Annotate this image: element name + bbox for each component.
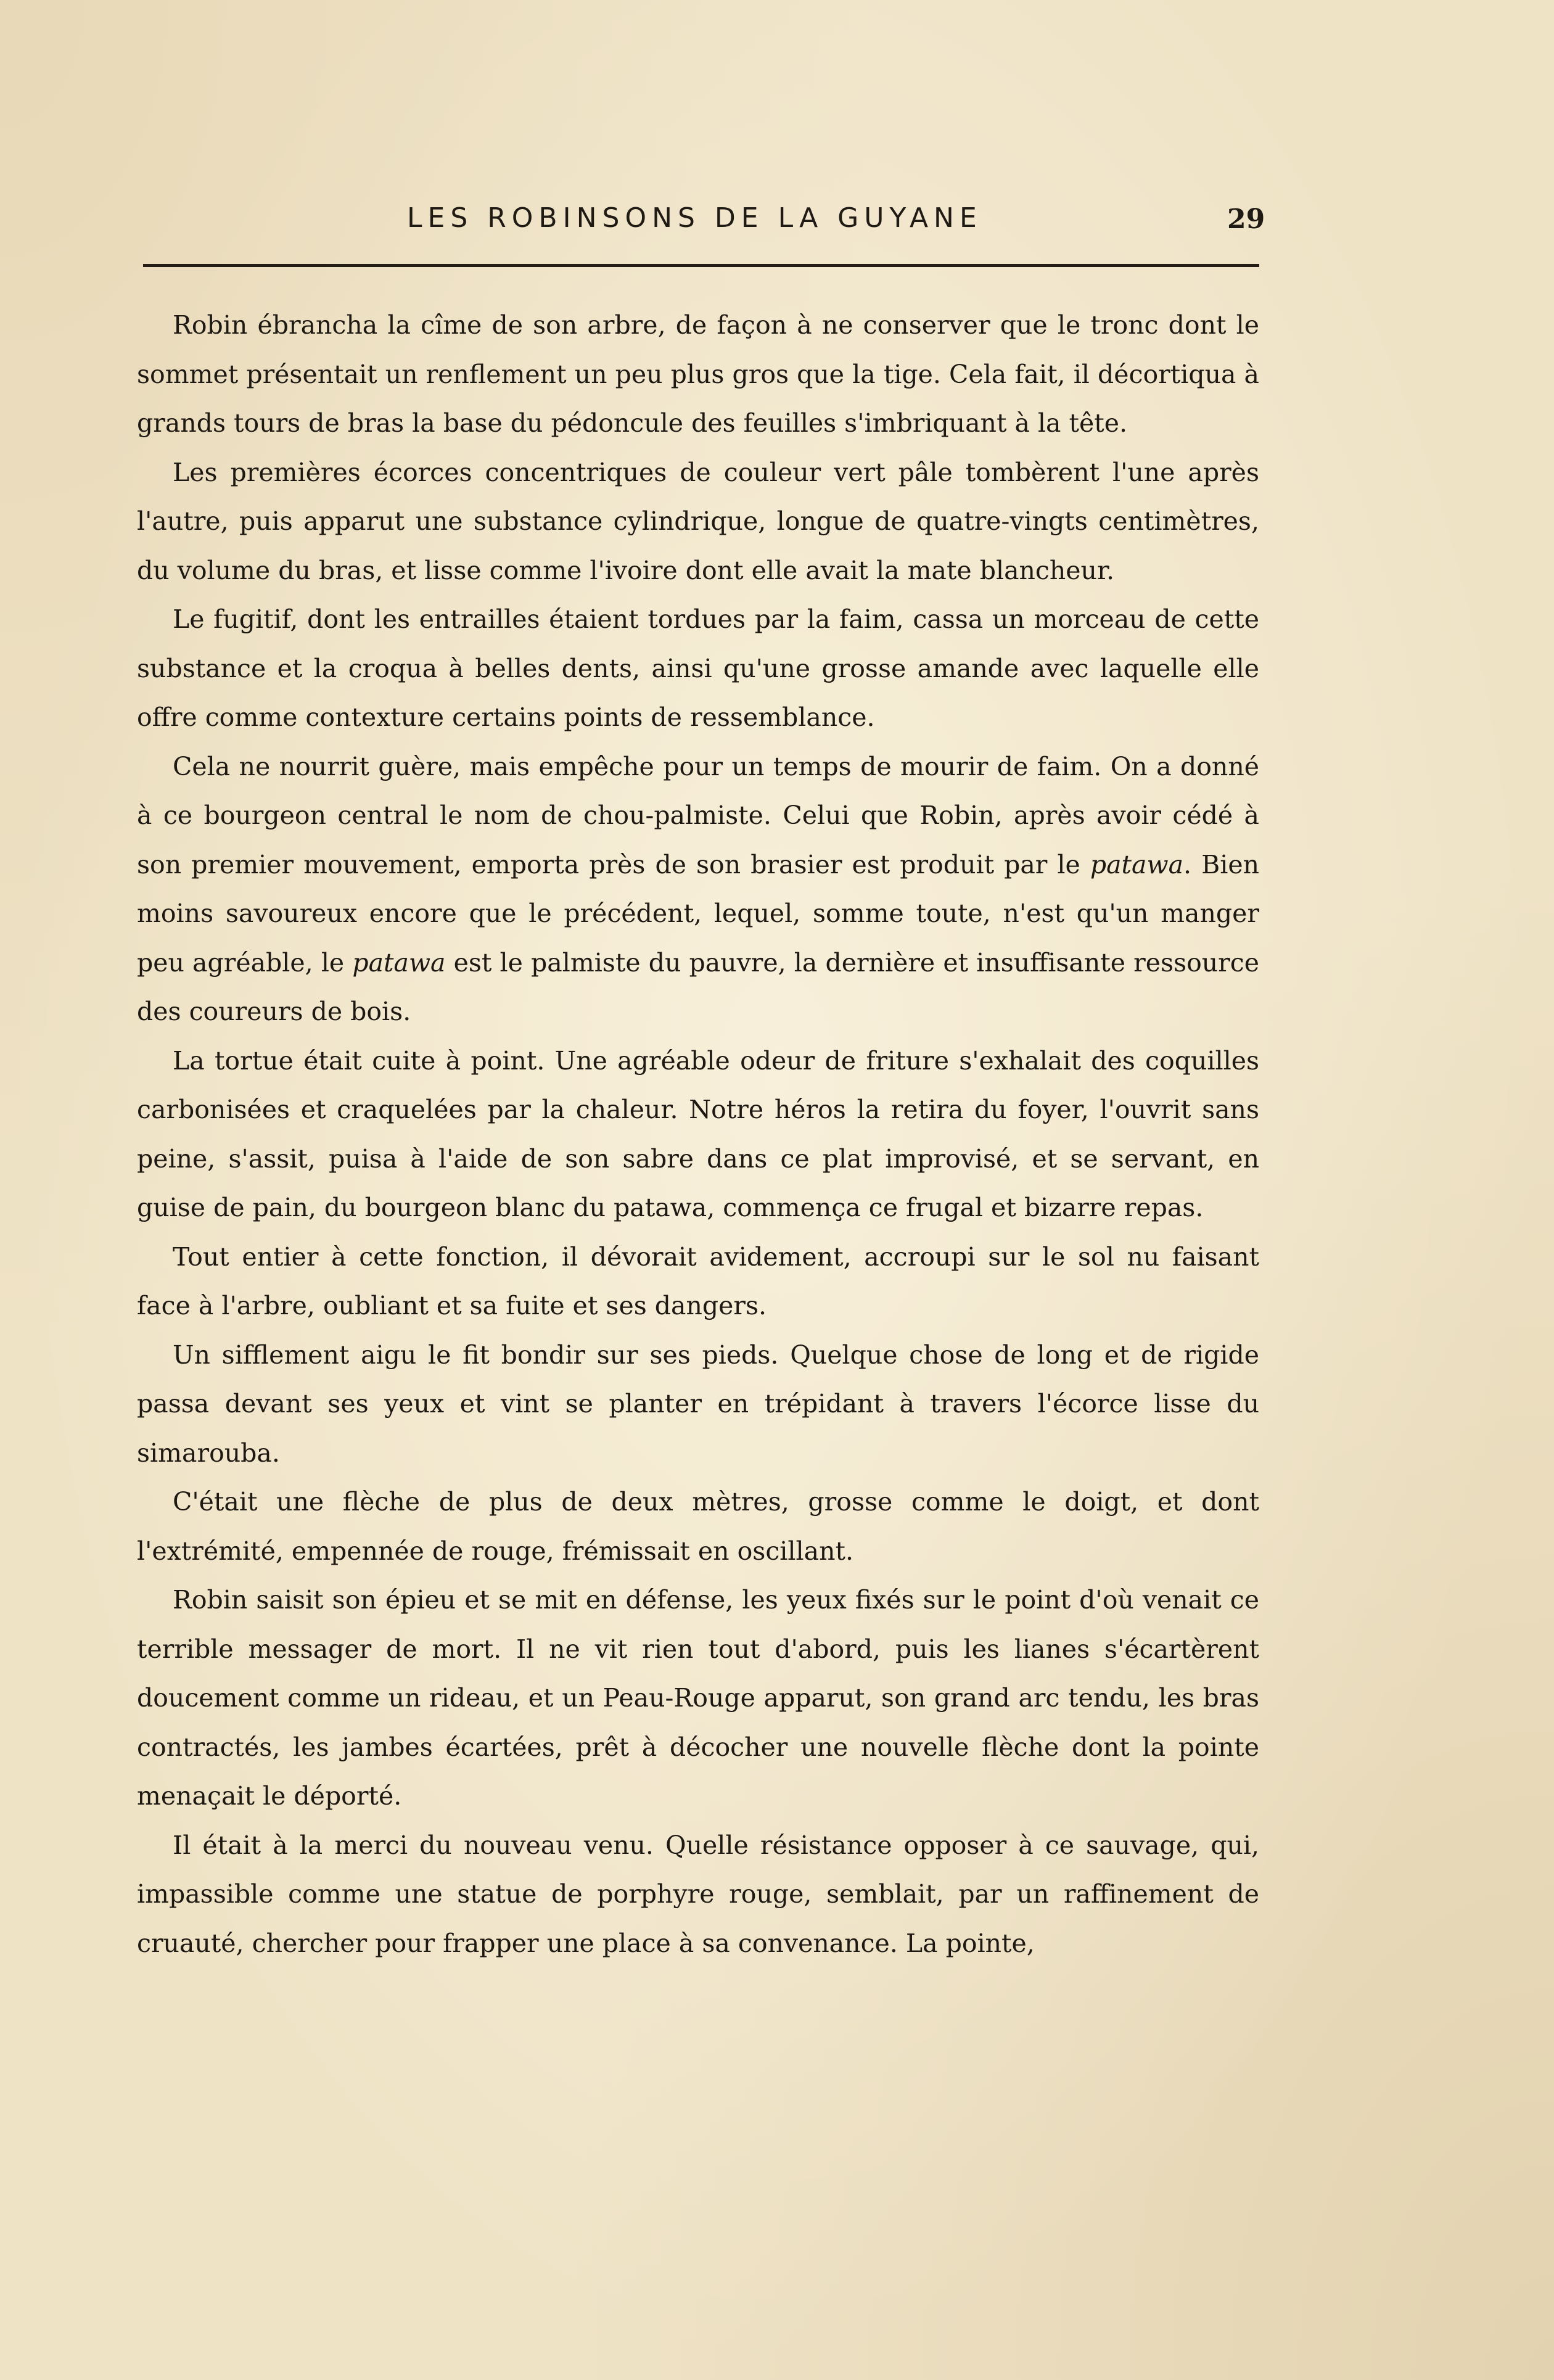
paragraph-text: Le fugitif, dont les entrailles étaient tordues par la faim, cassa un morceau de cette substance et la croqua à belles dents, ainsi qu'une grosse amande avec laquelle elle offre comme contexture certains points de ressemblance. <box>137 604 1259 732</box>
paragraph-text: Robin ébrancha la cîme de son arbre, de façon à ne conserver que le tronc dont le sommet présentait un renflement un peu plus gros que la tige. Cela fait, il décortiqua à grands tours de bras la base du pédoncule des feuilles s'imbriquant à la tête. <box>137 310 1259 438</box>
paragraph-text: C'était une flèche de plus de deux mètres, grosse comme le doigt, et dont l'extrémité, empennée de rouge, frémissait en oscillant. <box>137 1487 1259 1566</box>
paragraph-text: Robin saisit son épieu et se mit en défense, les yeux fixés sur le point d'où venait ce terrible messager de mort. Il ne vit rien tout d'abord, puis les lianes s'écartèrent doucement comme un rideau, et un Peau-Rouge apparut, son grand arc tendu, les bras contractés, les jambes écartées, prêt à décocher une nouvelle flèche dont la pointe menaçait le déporté. <box>137 1585 1259 1811</box>
paragraph <box>137 743 1259 1037</box>
paragraph-text: Il était à la merci du nouveau venu. Quelle résistance opposer à ce sauvage, qui, impassible comme une statue de porphyre rouge, semblait, par un raffinement de cruauté, chercher pour frapper une place à sa convenance. La pointe, <box>137 1830 1259 1958</box>
italic-term: patawa <box>352 947 446 978</box>
paragraph <box>137 595 1259 743</box>
paragraph <box>137 1478 1259 1576</box>
paragraph <box>137 1331 1259 1478</box>
paragraph-text: La tortue était cuite à point. Une agréable odeur de friture s'exhalait des coquilles carbonisées et craquelées par la chaleur. Notre héros la retira du foyer, l'ouvrit sans peine, s'assit, puisa à l'aide de son sabre dans ce plat improvisé, et se servant, en guise de pain, du bourgeon blanc du patawa, commença ce frugal et bizarre repas. <box>137 1045 1259 1222</box>
paragraph-text: Tout entier à cette fonction, il dévorait avidement, accroupi sur le sol nu faisant face à l'arbre, oubliant et sa fuite et ses dangers. <box>137 1241 1259 1320</box>
paragraph-text: est le palmiste du pauvre, la dernière et insuffisante ressource des coureurs de bois. <box>137 947 1260 1026</box>
page-number: 29 <box>1227 204 1265 235</box>
header-rule <box>143 264 1259 267</box>
paragraph <box>137 1821 1259 1969</box>
paragraph-text: Un sifflement aigu le fit bondir sur ses pieds. Quelque chose de long et de rigide passa devant ses yeux et vint se planter en trépidant à travers l'écorce lisse du simarouba. <box>137 1340 1259 1468</box>
paragraph <box>137 1576 1259 1821</box>
body-text <box>137 301 1259 1968</box>
paragraph <box>137 301 1259 448</box>
paragraph <box>137 448 1259 596</box>
italic-term: patawa <box>1090 849 1184 879</box>
running-title: LES ROBINSONS DE LA GUYANE <box>407 202 982 234</box>
paragraph-text: Cela ne nourrit guère, mais empêche pour un temps de mourir de faim. On a donné à ce bourgeon central le nom de chou-palmiste. Celui que Robin, après avoir cédé à son premier mouvement, emporta près de son brasier est produit par le <box>137 751 1259 879</box>
paragraph-text: . Bien moins savoureux encore que le précédent, lequel, somme toute, n'est qu'un manger peu agréable, le <box>137 849 1259 978</box>
paragraph <box>137 1233 1259 1331</box>
paragraph <box>137 1037 1259 1233</box>
paragraph-text: Les premières écorces concentriques de couleur vert pâle tombèrent l'une après l'autre, puis apparut une substance cylindrique, longue de quatre-vingts centimètres, du volume du bras, et lisse comme l'ivoire dont elle avait la mate blancheur. <box>137 457 1259 585</box>
